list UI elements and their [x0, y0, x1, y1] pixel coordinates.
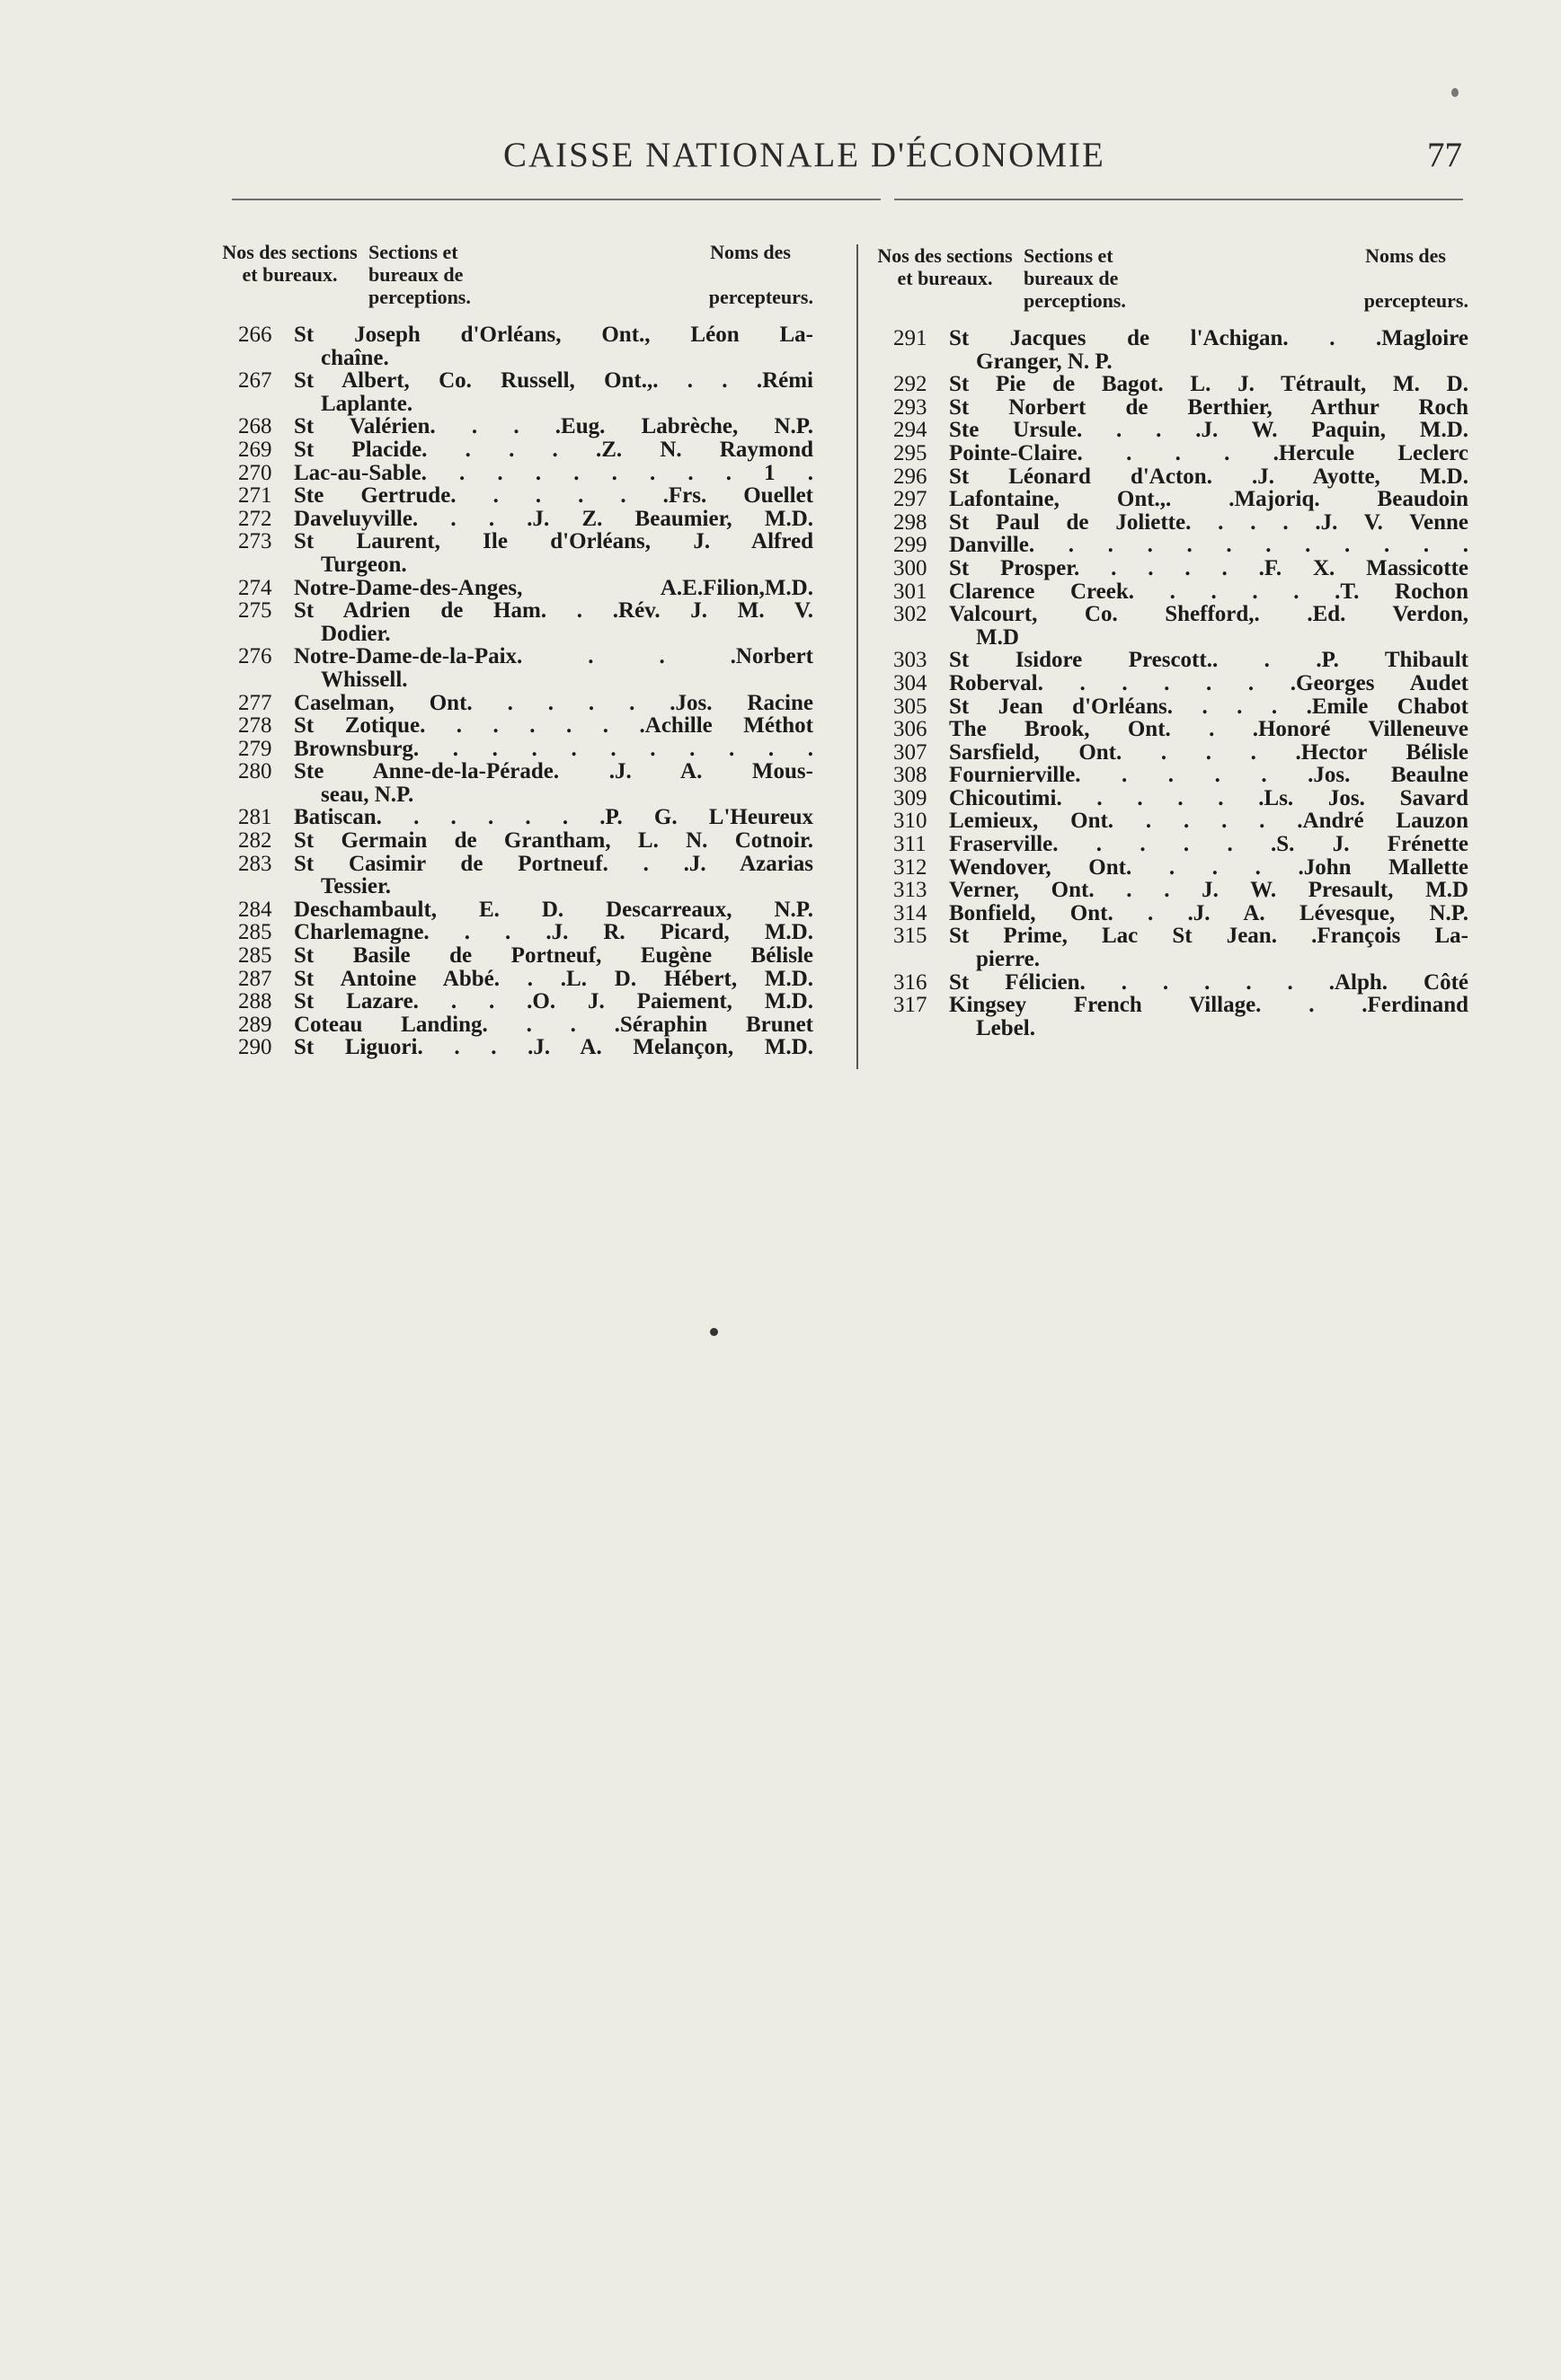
entry-text: Lafontaine, Ont.,. .Majoriq. Beaudoin: [949, 487, 1468, 512]
entry-text: Notre-Dame-des-Anges, A.E.Filion,M.D.: [294, 575, 813, 600]
section-number: 290: [238, 1035, 272, 1060]
list-item: [238, 438, 813, 462]
list-item: [893, 511, 1468, 535]
list-item: [238, 599, 813, 645]
section-number: 308: [893, 763, 927, 788]
entry-text: St Placide. . . . .Z. N. Raymond: [294, 437, 813, 462]
entry-text: St Germain de Grantham, L. N. Cotnoir.: [294, 828, 813, 854]
entry-text: St Pie de Bagot. L. J. Tétrault, M. D.: [949, 372, 1468, 397]
list-item: [893, 373, 1468, 396]
entry-text: Ste Gertrude. . . . . .Frs. Ouellet: [294, 483, 813, 509]
header-section: Sections et bureaux de perceptions.: [1024, 244, 1126, 312]
section-number: 305: [893, 694, 927, 719]
entry-text: Ste Ursule. . . .J. W. Paquin, M.D.: [949, 418, 1468, 443]
entry-continuation: chaîne.: [321, 345, 389, 370]
entry-continuation: Lebel.: [976, 1015, 1035, 1040]
left-column: [222, 241, 813, 1060]
list-item: [893, 787, 1468, 810]
list-item: [893, 718, 1468, 741]
list-item: [893, 603, 1468, 649]
header-collector: [530, 241, 813, 323]
entry-text: Danville. . . . . . . . . . . .: [949, 533, 1468, 558]
list-item: [238, 714, 813, 738]
list-item: [893, 649, 1468, 672]
list-item: [893, 465, 1468, 489]
section-number: 317: [893, 993, 927, 1018]
column-header: [877, 244, 1468, 327]
header-collector: [1185, 244, 1468, 327]
list-item: [238, 853, 813, 898]
list-item: [893, 764, 1468, 787]
section-number: 316: [893, 969, 927, 995]
entry-text: St Laurent, Ile d'Orléans, J. Alfred: [294, 529, 813, 554]
section-number: 271: [238, 483, 272, 509]
section-number: 276: [238, 644, 272, 669]
section-number: 285: [238, 943, 272, 969]
section-number: 277: [238, 690, 272, 715]
list-item: [893, 902, 1468, 925]
section-number: 279: [238, 736, 272, 761]
section-number: 293: [893, 394, 927, 420]
section-number: 266: [238, 323, 272, 347]
section-number: 301: [893, 579, 927, 604]
section-number: 267: [238, 368, 272, 394]
entry-text: Coteau Landing. . . .Séraphin Brunet: [294, 1012, 813, 1037]
section-number: 298: [893, 509, 927, 535]
section-number: 278: [238, 713, 272, 739]
list-item: [238, 462, 813, 485]
section-number: 272: [238, 506, 272, 531]
section-number: 300: [893, 555, 927, 580]
page-number: 77: [1427, 136, 1462, 174]
list-item: [893, 994, 1468, 1040]
entry-text: St Adrien de Ham. . .Rév. J. M. V.: [294, 598, 813, 624]
section-number: 314: [893, 900, 927, 925]
list-item: [893, 488, 1468, 511]
list-item: [238, 508, 813, 531]
entry-text: Caselman, Ont. . . . . .Jos. Racine: [294, 690, 813, 715]
list-item: [893, 557, 1468, 580]
entry-continuation: Dodier.: [321, 621, 391, 646]
ink-spot: [1451, 88, 1459, 97]
entry-text: St Prime, Lac St Jean. .François La-: [949, 924, 1468, 949]
header-collector-top: Noms des: [710, 241, 791, 263]
entry-continuation: Laplante.: [321, 391, 413, 416]
list-item: [893, 833, 1468, 856]
list-item: [238, 806, 813, 829]
entry-text: Verner, Ont. . . J. W. Presault, M.D: [949, 878, 1468, 903]
list-item: [238, 415, 813, 438]
section-number: 303: [893, 648, 927, 673]
entry-text: Batiscan. . . . . . .P. G. L'Heureux: [294, 805, 813, 830]
entry-continuation: pierre.: [976, 947, 1041, 972]
list-item: [893, 534, 1468, 557]
section-number: 306: [893, 717, 927, 742]
list-item: [893, 971, 1468, 995]
list-item: [238, 1013, 813, 1037]
list-item: [893, 741, 1468, 765]
list-item: [893, 810, 1468, 833]
list-item: [238, 738, 813, 761]
entry-text: St Félicien. . . . . . .Alph. Côté: [949, 969, 1468, 995]
section-number: 296: [893, 464, 927, 489]
section-number: 315: [893, 924, 927, 949]
entry-continuation: Granger, N. P.: [976, 349, 1113, 374]
entry-text: Deschambault, E. D. Descarreaux, N.P.: [294, 897, 813, 922]
entry-text: St Norbert de Berthier, Arthur Roch: [949, 394, 1468, 420]
section-number: 291: [893, 326, 927, 350]
entry-text: Fournierville. . . . . .Jos. Beaulne: [949, 763, 1468, 788]
header-collector-top: Noms des: [1365, 244, 1446, 267]
section-number: 275: [238, 598, 272, 624]
section-number: 269: [238, 437, 272, 462]
section-number: 283: [238, 851, 272, 876]
entry-text: St Paul de Joliette. . . . .J. V. Venne: [949, 509, 1468, 535]
entry-text: St Casimir de Portneuf. . .J. Azarias: [294, 851, 813, 876]
list-item: [238, 1036, 813, 1059]
section-number: 310: [893, 809, 927, 834]
list-item: [893, 419, 1468, 442]
list-item: [893, 879, 1468, 902]
ink-spot: [710, 1328, 718, 1336]
entry-text: Pointe-Claire. . . . .Hercule Leclerc: [949, 440, 1468, 465]
entry-list: [238, 323, 813, 1059]
list-item: [893, 396, 1468, 420]
list-item: [238, 968, 813, 991]
section-number: 273: [238, 529, 272, 554]
section-number: 304: [893, 670, 927, 695]
entry-text: Fraserville. . . . . .S. J. Frénette: [949, 832, 1468, 857]
entry-text: St Valérien. . . .Eug. Labrèche, N.P.: [294, 414, 813, 439]
entry-text: St Basile de Portneuf, Eugène Bélisle: [294, 943, 813, 969]
entry-text: St Antoine Abbé. . .L. D. Hébert, M.D.: [294, 966, 813, 991]
entry-continuation: M.D: [976, 624, 1019, 650]
list-item: [238, 692, 813, 715]
list-item: [238, 898, 813, 922]
list-item: [893, 856, 1468, 880]
list-item: [893, 580, 1468, 604]
list-item: [238, 577, 813, 600]
entry-text: Charlemagne. . . .J. R. Picard, M.D.: [294, 920, 813, 945]
section-number: 302: [893, 602, 927, 627]
entry-text: Chicoutimi. . . . . .Ls. Jos. Savard: [949, 785, 1468, 810]
list-item: [238, 645, 813, 691]
entry-text: Daveluyville. . . .J. Z. Beaumier, M.D.: [294, 506, 813, 531]
entry-text: St Zotique. . . . . . .Achille Méthot: [294, 713, 813, 739]
section-number: 312: [893, 854, 927, 880]
entry-text: Roberval. . . . . . .Georges Audet: [949, 670, 1468, 695]
entry-text: Ste Anne-de-la-Pérade. .J. A. Mous-: [294, 759, 813, 784]
list-item: [238, 921, 813, 944]
section-number: 292: [893, 372, 927, 397]
section-number: 311: [893, 832, 927, 857]
section-number: 274: [238, 575, 272, 600]
entry-text: St Isidore Prescott.. . .P. Thibault: [949, 648, 1468, 673]
section-number: 282: [238, 828, 272, 854]
header-rule-right: [894, 199, 1463, 200]
list-item: [238, 484, 813, 508]
entry-text: St Joseph d'Orléans, Ont., Léon La-: [294, 323, 813, 347]
column-header: [222, 241, 813, 323]
entry-continuation: Turgeon.: [321, 552, 407, 577]
section-number: 294: [893, 418, 927, 443]
list-item: [238, 369, 813, 415]
list-item: [238, 944, 813, 968]
header-rule-left: [232, 199, 881, 200]
section-number: 268: [238, 414, 272, 439]
entry-text: Lac-au-Sable. . . . . . . . . 1 .: [294, 460, 813, 485]
entry-text: Lemieux, Ont. . . . . .André Lauzon: [949, 809, 1468, 834]
list-item: [238, 829, 813, 853]
section-number: 309: [893, 785, 927, 810]
list-item: [893, 442, 1468, 465]
header-collector-bottom: percepteurs.: [708, 286, 813, 308]
header-number: Nos des sections et bureaux.: [222, 241, 358, 286]
list-item: [893, 695, 1468, 719]
section-number: 289: [238, 1012, 272, 1037]
header-number: Nos des sections et bureaux.: [877, 244, 1013, 289]
entry-continuation: Whissell.: [321, 667, 408, 692]
section-number: 287: [238, 966, 272, 991]
entry-text: Bonfield, Ont. . .J. A. Lévesque, N.P.: [949, 900, 1468, 925]
entry-text: Valcourt, Co. Shefford,. .Ed. Verdon,: [949, 602, 1468, 627]
entry-text: Notre-Dame-de-la-Paix. . . .Norbert: [294, 644, 813, 669]
entry-text: Wendover, Ont. . . . .John Mallette: [949, 854, 1468, 880]
entry-text: Kingsey French Village. . .Ferdinand: [949, 993, 1468, 1018]
entry-text: Brownsburg. . . . . . . . . . .: [294, 736, 813, 761]
page-title: CAISSE NATIONALE D'ÉCONOMIE: [503, 136, 1105, 174]
list-item: [238, 990, 813, 1013]
section-number: 295: [893, 440, 927, 465]
section-number: 307: [893, 739, 927, 765]
section-number: 270: [238, 460, 272, 485]
entry-text: St Jacques de l'Achigan. . .Magloire: [949, 326, 1468, 350]
entry-continuation: seau, N.P.: [321, 782, 414, 807]
entry-text: St Léonard d'Acton. .J. Ayotte, M.D.: [949, 464, 1468, 489]
entry-text: Sarsfield, Ont. . . . .Hector Bélisle: [949, 739, 1468, 765]
section-number: 288: [238, 989, 272, 1014]
entry-text: St Albert, Co. Russell, Ont.,. . . .Rémi: [294, 368, 813, 394]
section-number: 299: [893, 533, 927, 558]
section-number: 284: [238, 897, 272, 922]
section-number: 281: [238, 805, 272, 830]
list-item: [893, 925, 1468, 970]
list-item: [893, 672, 1468, 695]
header-section: Sections et bureaux de perceptions.: [368, 241, 471, 308]
entry-text: St Prosper. . . . . .F. X. Massicotte: [949, 555, 1468, 580]
right-column: [877, 244, 1468, 1040]
section-number: 280: [238, 759, 272, 784]
list-item: [238, 323, 813, 369]
list-item: [238, 760, 813, 806]
column-divider: [856, 244, 858, 1069]
entry-text: Clarence Creek. . . . . .T. Rochon: [949, 579, 1468, 604]
entry-text: St Liguori. . . .J. A. Melançon, M.D.: [294, 1035, 813, 1060]
entry-text: The Brook, Ont. . .Honoré Villeneuve: [949, 717, 1468, 742]
entry-text: St Jean d'Orléans. . . . .Emile Chabot: [949, 694, 1468, 719]
section-number: 285: [238, 920, 272, 945]
list-item: [893, 327, 1468, 373]
entry-list: [893, 327, 1468, 1040]
section-number: 297: [893, 487, 927, 512]
section-number: 313: [893, 878, 927, 903]
list-item: [238, 530, 813, 576]
header-collector-bottom: percepteurs.: [1363, 289, 1468, 312]
entry-continuation: Tessier.: [321, 874, 392, 899]
entry-text: St Lazare. . . .O. J. Paiement, M.D.: [294, 989, 813, 1014]
